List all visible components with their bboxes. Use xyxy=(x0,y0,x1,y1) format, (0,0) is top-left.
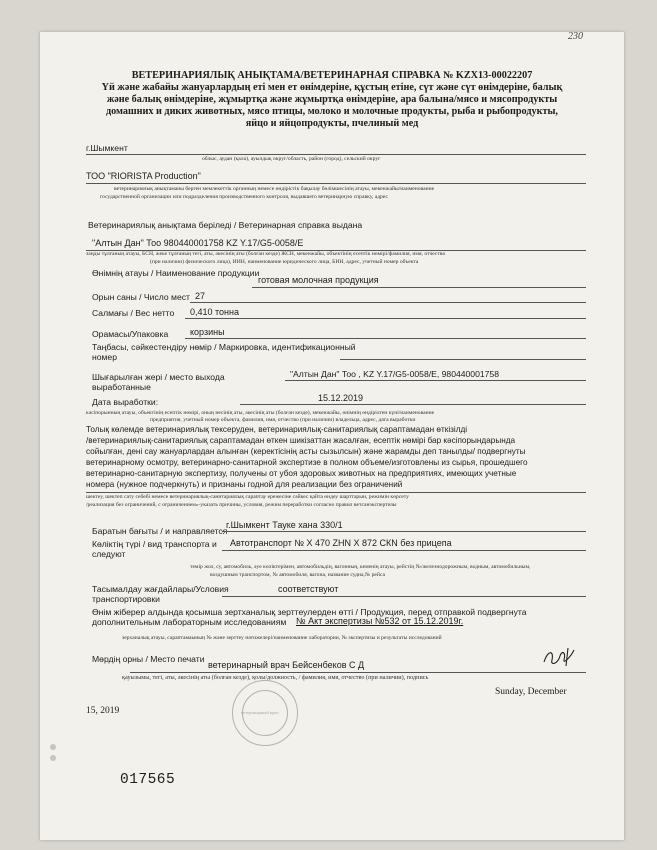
issuer-value: ТОО "RIORISTA Production" xyxy=(86,171,201,181)
paragraph-line-5: ветеринарно-санитарную экспертизу, получены от убоя здоровых животных на предприятиях, имеющих учетные xyxy=(86,469,517,478)
weight-value: 0,410 тонна xyxy=(190,307,239,317)
product-value: готовая молочная продукция xyxy=(258,275,379,285)
signature xyxy=(540,644,580,670)
conditions-label-2: транспортировки xyxy=(92,594,160,604)
places-label: Орын саны / Число мест xyxy=(92,292,190,302)
title-line-1: ВЕТЕРИНАРИЯЛЫҚ АНЫҚТАМА/ВЕТЕРИНАРНАЯ СПРАВКА № KZX13-00022207 xyxy=(131,70,533,81)
region-note: облыс, аудан (қала), ауылдық округ/область, район (город), сельский округ xyxy=(202,156,381,162)
punch-hole-bottom xyxy=(50,755,56,761)
transport-label-1: Көліктің түрі / вид транспорта и xyxy=(92,539,217,549)
punch-hole-top xyxy=(50,744,56,750)
destination-label: Баратын бағыты / и направляется xyxy=(92,526,228,536)
serial-number: 017565 xyxy=(120,772,176,788)
recipient-value: "Алтын Дан" Тоо 980440001758 KZ Y.17/G5-0058/E xyxy=(92,238,304,248)
recipient-note-1: заңды тұлғаның атауы, БСН, жеке тұлғаның тегі, аты, әкесінің аты (болған кезде) ЖСН, мекенжайы, объектінің есептік нөмірі/фамилия, имя, отчество xyxy=(86,251,446,257)
marking-label-2: номер xyxy=(92,352,117,362)
places-value: 27 xyxy=(195,291,206,301)
region-value: г.Шымкент xyxy=(86,143,128,153)
restriction-note-1: шектеу, шектеп сату себебі немесе ветеринариялық-санитариялық сараптау ережесіне сәйкес қайта өндеу шарттарын, режимін көрсету xyxy=(86,494,409,500)
stamp-circle xyxy=(232,680,298,746)
lab-line-2-value: № Акт экспертизы №532 от 15.12.2019г. xyxy=(296,616,464,626)
title-line-5: яйцо и яйцопродукты, пчелиный мед xyxy=(245,118,419,129)
paragraph-line-1: Толық көлемде ветеринариялық тексеруден, ветеринариялық-санитариялық сараптамадан өткізілді xyxy=(86,425,468,434)
transport-note-1: темір жол, су, автомобиль, әуе көліктерімен, автомобильдің, вагонның, кеменің атауы, рейстің №/железнодорожным, водным, автомобильным, xyxy=(190,564,531,570)
conditions-value: соответствуют xyxy=(278,584,339,594)
signed-date-part2: 15, 2019 xyxy=(86,706,120,716)
production-date-label: Дата выработки: xyxy=(92,397,159,407)
packaging-label: Орамасы/Упаковка xyxy=(92,329,169,339)
transport-value: Автотранспорт № Х 470 ZHN Х 872 СКN без прицепа xyxy=(230,538,452,548)
restriction-note-2: /реализация без ограничений, с ограничением»-указать причины, условия, режим переработки согласно правил ветсанэкспертизы xyxy=(86,502,397,508)
title-line-4: домашних и диких животных, мясо птицы, молоко и молочные продукты, рыба и рыбопродукты, xyxy=(106,106,558,117)
signer-value: ветеринарный врач Бейсенбеков С Д xyxy=(208,660,365,670)
lab-line-2-label: дополнительным лабораторным исследованиям xyxy=(92,617,287,627)
packaging-value: корзины xyxy=(190,327,225,337)
destination-value: г.Шымкент Тауке хана 330/1 xyxy=(226,520,343,530)
origin-value: "Алтын Дан" Тоо , KZ Y.17/G5-0058/E, 980440001758 xyxy=(290,369,499,379)
document-page xyxy=(40,32,624,840)
signer-note: қауызымы, тегі, аты, әкесінің аты (болған кезде), қолы/должность, / фамилия, имя, отчество (при наличии), подпись xyxy=(122,674,429,681)
title-line-3: және балық өнімдеріне, жұмыртқа және жұмыртқа өнімдеріне, ара балына/мясо и мясопродукты xyxy=(106,94,558,105)
paragraph-line-6: номера (нужное подчеркнуть) и признаны годной для реализации без ограничений xyxy=(86,480,403,489)
origin-label-1: Шығарылған жері / место выхода xyxy=(92,372,225,382)
notes-line-1: кәсіпорынның атауы, объектінің есептік нөмірі, оның несінің аты, әкесінің аты (болған кезде), мекенжайы, өнімнің өндірілген күні/наименование xyxy=(86,410,435,416)
seal-label: Мөрдің орны / Место печати xyxy=(92,654,205,664)
corner-number: 230 xyxy=(568,32,583,42)
notes-line-2: предприятия, учетный номер объекта, фамилия, имя, отчество (при наличии) владельца, адрес, дата выработки xyxy=(150,417,416,423)
weight-label: Салмағы / Вес нетто xyxy=(92,308,175,318)
conditions-label-1: Тасымалдау жағдайлары/Условия xyxy=(92,584,229,594)
title-line-2: Үй және жабайы жануарлардың еті мен ет өнімдеріне, құстың етіне, сүт және сүт өнімдеріне, балық xyxy=(101,82,563,93)
recipient-note-2: (при наличии) физического лица), ИИН, наименование юридического лица, БИН, адрес, учетный номер объекта xyxy=(150,259,419,265)
lab-line-1: Өнім жіберер алдында қосымша зертханалық зерттеулерден өтті / Продукция, перед отправкой подвергнута xyxy=(92,607,527,617)
production-date-value: 15.12.2019 xyxy=(318,393,364,403)
transport-note-2: воздушным транспортом, № автомобиля, вагона, название судна,№ рейса xyxy=(210,572,385,578)
paragraph-line-2: /ветеринариялық-санитариялық сараптамадан өткен шикізаттан жасалған, есептік нөмірі бар кәсіпорындарында xyxy=(86,436,516,445)
stamp-text: ветеринарный врач xyxy=(241,710,279,715)
issuer-note-2: государственной организации или подразделения производственного контроля, выдавшего ветеринарную справку, адрес xyxy=(100,194,388,200)
paragraph-line-4: ветеринарному осмотру, ветеринарно-санитарной экспертизе в полном объеме/изготовлены из сырья, прошедшего xyxy=(86,458,528,467)
issuer-note-1: ветеринариялық анықтаманы берген мемлекеттік органның немесе өндірістік бақылау бөлімшесінің атауы, мекенжайы/наименование xyxy=(114,186,435,192)
signed-date-part1: Sunday, December xyxy=(495,687,567,697)
marking-label-1: Таңбасы, сәйкестендіру нөмір / Маркировка, идентификационный xyxy=(92,342,356,352)
transport-label-2: следуют xyxy=(92,549,126,559)
lab-note: зерханалық атауы, сараптамаының № және зерттеу нәтижелері/наименование лаборатории, № экспертизы и результаты исследований xyxy=(122,635,442,641)
product-label: Өнімнің атауы / Наименование продукции xyxy=(92,268,260,278)
recipient-label: Ветеринариялық анықтама беріледі / Ветеринарная справка выдана xyxy=(88,220,363,230)
origin-label-2: выработанные xyxy=(92,382,151,392)
paragraph-line-3: сойылған, дені сау жануарлардан алынған (керектісінің асты сызылсын) және жарамды деп танылды/ подвергнуты xyxy=(86,447,526,456)
